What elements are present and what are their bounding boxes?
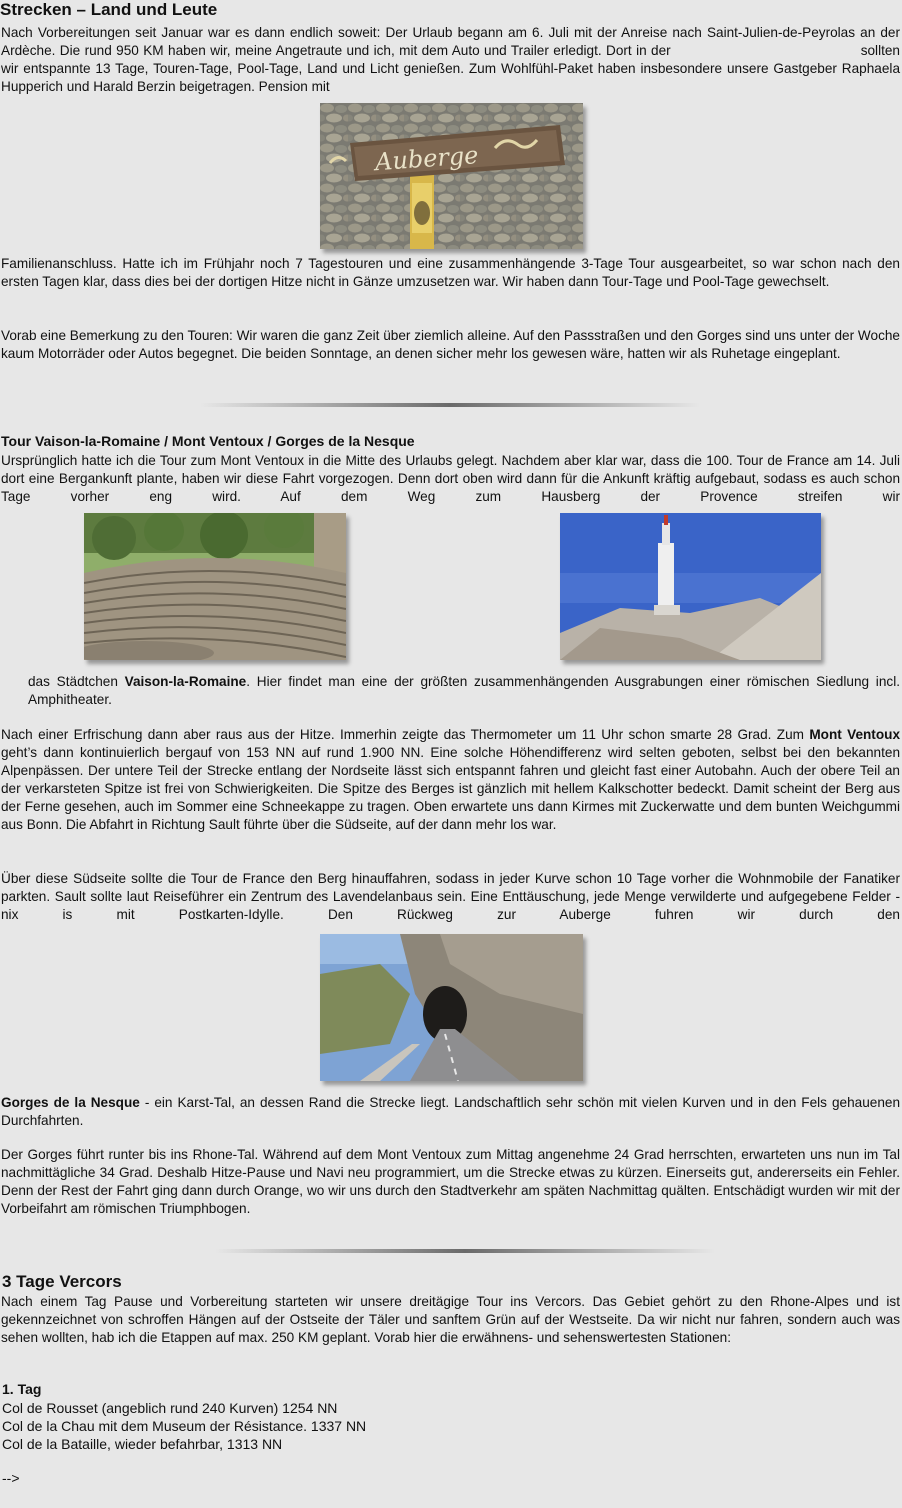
tour1-heading: Tour Vaison-la-Romaine / Mont Ventoux / Gorges de la Nesque <box>1 433 415 449</box>
stop-item: Col de la Chau mit dem Museum der Résistance. 1337 NN <box>2 1418 367 1434</box>
page-title: Strecken – Land und Leute <box>0 0 218 19</box>
tour1-paragraph-5 <box>1 1094 900 1130</box>
gorges-tunnel-photo <box>320 934 583 1081</box>
tour1-p3-text-pre: Nach einer Erfrischung dann aber raus aus der Hitze. Immerhin zeigte das Thermometer um 11 Uhr schon smarte 28 Grad. Zum <box>1 727 810 742</box>
tour1-paragraph-1: Ursprünglich hatte ich die Tour zum Mont Ventoux in die Mitte des Urlaubs gelegt. Nachdem aber klar war, dass die 100. Tour de France am 14. Juli dort eine Bergankunft plante, haben wir diese Fahrt vorgezogen. Denn dort oben wird dann für die Ankunft kräftig aufgebaut, sodass es auch schon Tage vorher eng wird. Auf dem Weg zum Hausberg der Provence streifen wir <box>1 453 900 504</box>
stop-item: Col de Rousset (angeblich rund 240 Kurven) 1254 NN <box>2 1400 338 1416</box>
intro-text-b: sollten wir entspannte 13 Tage, Touren-Tage, Pool-Tage, Land und Licht genießen. Zum Wohlfühl-Paket haben insbesondere unsere Gastgeber Raphaela Hupperich und Harald Berzin beigetragen. Pension mit <box>1 43 900 94</box>
intro-paragraph-2: Familienanschluss. Hatte ich im Frühjahr noch 7 Tagestouren und eine zusammenhängende 3-Tage Tour ausgearbeitet, so war schon nach den ersten Tagen klar, dass dies bei der dortigen Hitze nicht in Gänze umzusetzen war. Wir haben dann Tour-Tage und Pool-Tage gewechselt. <box>1 256 900 289</box>
vaison-la-romaine-label: Vaison-la-Romaine <box>124 674 247 689</box>
intro-text-a: Nach Vorbereitungen seit Januar war es dann endlich soweit: Der Urlaub begann am 6. Juli mit der Anreise nach Saint-Julien-de-Peyrolas an der Ardèche. Die rund 950 KM haben wir, meine Angetraute und ich, mit dem Auto und Trailer erledigt. Dort in der <box>1 25 900 58</box>
tour1-p5-text-post: - ein Karst-Tal, an dessen Rand die Strecke liegt. Landschaftlich sehr schön mit vielen Kurven und in den Fels gehauenen Durchfahrten. <box>1 1095 901 1128</box>
tour1-p3-text-post: geht’s dann kontinuierlich bergauf von 153 NN auf rund 1.900 NN. Eine solche Höhendifferenz wird selten geboten, selbst bei den bekannten Alpenpässen. Der untere Teil der Strecke entlang der Nordseite lässt sich entspannt fahren und gleicht fast einer Autobahn. Auch der obere Teil an der verkarsteten Spitze ist frei von Schwierigkeiten. Die Spitze des Berges ist gänzlich mit hellem Kalkschotter bedeckt. Damit scheint der Berg aus der Ferne gesehen, auch im Sommer eine Schneekappe zu tragen. Oben erwartete uns dann Kirmes mit Zuckerwatte und dem bunten Weichgummi aus Bonn. Die Abfahrt in Richtung Sault führte über die Südseite, auf der dann mehr los war. <box>1 745 900 832</box>
section-divider <box>200 403 700 407</box>
tour1-paragraph-4: Über diese Südseite sollte die Tour de France den Berg hinauffahren, sodass in jeder Kurve schon 10 Tage vorher die Wohnmobile der Fanatiker parkten. Sault sollte laut Reiseführer ein Zentrum des Lavendelanbaus sein. Eine Enttäuschung, jede Menge verwilderte und aufgegebene Felder - nix is mit Postkarten-Idylle. Den Rückweg zur Auberge fuhren wir durch den <box>1 871 900 922</box>
tour2-heading: 3 Tage Vercors <box>2 1272 122 1291</box>
gorges-de-la-nesque-label: Gorges de la Nesque <box>1 1095 140 1110</box>
auberge-sign-photo <box>320 103 583 249</box>
day-heading: 1. Tag <box>2 1381 42 1397</box>
tour1-paragraph-3 <box>1 726 900 834</box>
tour1-paragraph-6: Der Gorges führt runter bis ins Rhone-Tal. Während auf dem Mont Ventoux zum Mittag angenehme 24 Grad herrschten, erwarteten uns nun im Tal nachmittägliche 34 Grad. Deshalb Hitze-Pause und Navi neu programmiert, um die Strecke etwas zu kürzen. Einerseits gut, andererseits ein Fehler. Denn der Rest der Fahrt ging dann durch Orange, wo wir uns durch den Stadtverkehr am späten Nachmittag quälten. Entschädigt wurden wir mit der Vorbeifahrt am römischen Triumphbogen. <box>1 1147 900 1216</box>
tour1-p2-text-pre: das Städtchen <box>28 674 125 689</box>
intro-paragraph-3: Vorab eine Bemerkung zu den Touren: Wir waren die ganz Zeit über ziemlich alleine. Auf den Passstraßen und den Gorges sind uns unter der Woche kaum Motorräder oder Autos begegnet. Die beiden Sonntage, an denen sicher mehr los gewesen wäre, hatten wir als Ruhetage eingeplant. <box>1 328 900 361</box>
amphitheater-photo <box>84 513 346 660</box>
mont-ventoux-label: Mont Ventoux <box>809 727 901 742</box>
auberge-sign-text: Auberge <box>374 141 480 177</box>
tour1-p2-text-post: . Hier findet man eine der größten zusammenhängenden Ausgrabungen einer römischen Siedlung incl. Amphitheater. <box>28 674 900 707</box>
mont-ventoux-photo <box>560 513 821 660</box>
continue-arrow: --> <box>2 1470 20 1486</box>
tour1-paragraph-2 <box>28 673 900 709</box>
intro-paragraph-1 <box>1 24 900 96</box>
section-divider-2 <box>215 1249 715 1253</box>
tour2-paragraph-1: Nach einem Tag Pause und Vorbereitung starteten wir unsere dreitägige Tour ins Vercors. Das Gebiet gehört zu den Rhone-Alpes und ist gekennzeichnet von schroffen Hängen auf der Ostseite der Täler und sanftem Grün auf der Westseite. Da wir nicht nur fahren, sondern auch was sehen wollten, hab ich die Etappen auf max. 250 KM geplant. Vorab hier die erwähnens- und sehenswertesten Stationen: <box>1 1294 900 1345</box>
stop-item: Col de la Bataille, wieder befahrbar, 1313 NN <box>2 1436 283 1452</box>
